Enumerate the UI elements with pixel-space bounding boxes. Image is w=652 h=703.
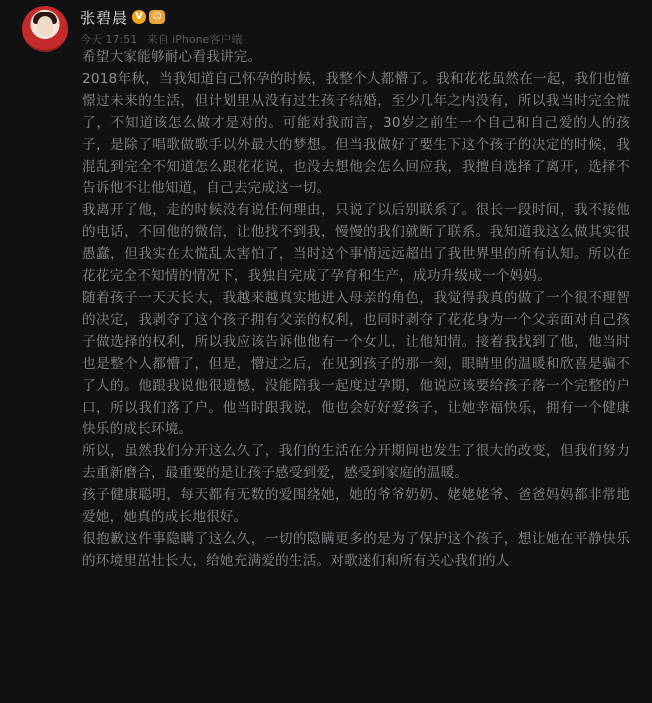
- post-time[interactable]: 今天 17:51: [80, 33, 138, 46]
- post-source: 来自 iPhone客户端: [146, 33, 243, 46]
- name-row: [80, 6, 248, 28]
- post-paragraph: 随着孩子一天天长大，我越来越真实地进入母亲的角色，我觉得我真的做了一个很不理智的决定，我剥夺了这个孩子拥有父亲的权利，也同时剥夺了花花身为一个父亲面对自己孩子做选择的权利，所以我应该告诉他他有一个女儿，让他知情。接着我找到了他，他当时也是整个人都懵了，但是，懵过之后，在见到孩子的那一刻，眼睛里的温暖和欣喜是骗不了人的。他跟我说他很遗憾，没能陪我一起度过孕期，他说应该要给孩子落一个完整的户口，所以我们落了户。他当时跟我说，他也会好好爱孩子，让她幸福快乐，拥有一个健康快乐的成长环境。: [82, 289, 630, 438]
- username[interactable]: 张碧晨: [80, 8, 129, 27]
- avatar-face: [37, 16, 53, 36]
- vip-badge-icon: V: [132, 10, 146, 24]
- avatar[interactable]: [22, 6, 68, 52]
- timestamp-row: [80, 31, 248, 47]
- post-paragraph: 所以，虽然我们分开这么久了，我们的生活在分开期间也发生了很大的改变，但我们努力去重新磨合，最重要的是让孩子感受到爱，感受到家庭的温暖。: [82, 443, 630, 482]
- post-content: [82, 47, 630, 573]
- post-paragraph: 我离开了他，走的时候没有说任何理由，只说了以后别联系了。很长一段时间，我不接他的电话，不回他的微信，让他找不到我，慢慢的我们就断了联系。我知道我这么做其实很愚蠢，但我实在太慌乱太害怕了，当时这个事情远远超出了我世界里的所有认知。所以在花花完全不知情的情况下，我独自完成了孕育和生产，成功升级成一个妈妈。: [82, 202, 630, 285]
- level-badge-icon: ☺: [149, 10, 165, 24]
- post-paragraph: 很抱歉这件事隐瞒了这么久，一切的隐瞒更多的是为了保护这个孩子，想让她在平静快乐的环境里茁壮长大，给她充满爱的生活。对歌迷们和所有关心我们的人: [82, 530, 630, 569]
- post-paragraph: 2018年秋，当我知道自己怀孕的时候，我整个人都懵了。我和花花虽然在一起，我们也憧憬过未来的生活，但计划里从没有过生孩子结婚，至少几年之内没有，所以我当时完全慌了，不知道该怎么做才是对的。可能对我而言，30岁之前生一个自己和自己爱的人的孩子，是除了唱歌做歌手以外最大的梦想。但当我做好了要生下这个孩子的决定的时候，我混乱到完全不知道怎么跟花花说，也没去想他会怎么回应我，我擅自选择了离开，选择不告诉他不让他知道，自己去完成这一切。: [82, 70, 630, 197]
- post-header: [22, 6, 248, 50]
- post-paragraph: 希望大家能够耐心看我讲完。: [82, 49, 262, 65]
- post-paragraph: 孩子健康聪明，每天都有无数的爱围绕她，她的爷爷奶奶、姥姥姥爷、爸爸妈妈都非常地爱她，她真的成长地很好。: [82, 487, 630, 526]
- author-meta: [80, 6, 248, 47]
